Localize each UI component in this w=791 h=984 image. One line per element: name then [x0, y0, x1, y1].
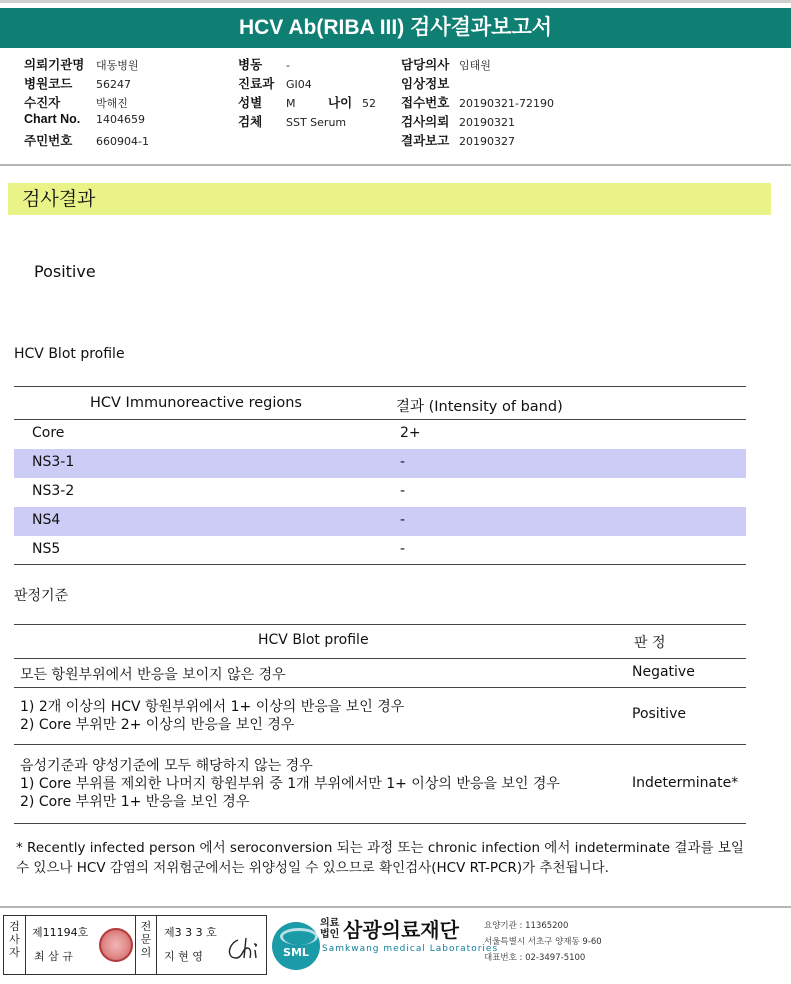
info-row	[401, 74, 554, 93]
info-value: GI04	[286, 78, 312, 91]
criteria-line: 2) Core 부위만 1+ 반응을 보인 경우	[20, 794, 250, 810]
info-row	[24, 112, 149, 131]
region-cell: NS3-1	[32, 454, 75, 470]
contact-line: 서울특별시 서초구 양재동 9-60	[484, 937, 602, 947]
region-cell: NS4	[32, 512, 61, 528]
table-header	[14, 386, 746, 420]
footnote	[16, 838, 756, 878]
info-label: 의뢰기관명	[24, 58, 85, 72]
blot-profile-title: HCV Blot profile	[14, 346, 125, 362]
info-value: SST Serum	[286, 116, 347, 129]
info-row	[401, 93, 554, 112]
info-label: 담당의사	[401, 58, 450, 72]
info-label: 병동	[238, 58, 263, 72]
criteria-header	[14, 625, 746, 659]
result-header: 검사결과	[8, 183, 771, 215]
info-value: 임태원	[459, 59, 491, 72]
info-label: 수진자	[24, 96, 61, 110]
region-cell: NS3-2	[32, 483, 75, 499]
patient-info-panel	[0, 48, 791, 166]
criteria-description	[20, 696, 404, 732]
intensity-cell: -	[400, 454, 406, 470]
criteria-row-negative	[14, 659, 746, 688]
criteria-row-indeterminate	[14, 745, 746, 824]
info-row	[24, 93, 149, 112]
report-title: HCV Ab(RIBA III) 검사결과보고서	[0, 8, 791, 48]
info-value: 56247	[96, 78, 131, 91]
specialist-label-text: 전문의	[140, 920, 152, 959]
info-value: -	[286, 59, 290, 72]
specialist-name: 지 현 영	[164, 950, 203, 963]
intensity-cell: -	[400, 483, 406, 499]
criteria-line: 2) Core 부위만 2+ 이상의 반응을 보인 경우	[20, 717, 295, 733]
info-row	[238, 93, 376, 112]
info-value: 대동병원	[96, 59, 139, 72]
region-cell: NS5	[32, 541, 61, 557]
info-label: 임상정보	[401, 77, 450, 91]
signature-box	[3, 915, 267, 975]
table-row	[14, 536, 746, 565]
criteria-line: 1) 2개 이상의 HCV 항원부위에서 1+ 이상의 반응을 보인 경우	[20, 699, 405, 715]
table-row	[14, 478, 746, 507]
info-row	[401, 112, 554, 131]
intensity-cell: -	[400, 512, 406, 528]
judgement-cell: Negative	[632, 664, 695, 680]
info-label: 병원코드	[24, 77, 73, 91]
column-header-profile: HCV Blot profile	[258, 632, 369, 648]
info-label: 결과보고	[401, 134, 450, 148]
report-footer	[0, 906, 791, 978]
contact-info	[484, 918, 602, 966]
info-value: M	[286, 97, 296, 110]
info-row	[24, 55, 149, 74]
criteria-line: 1) Core 부위를 제외한 나머지 항원부위 중 1개 부위에서만 1+ 이상의 반응을 보인 경우	[20, 776, 560, 792]
info-label: 성별	[238, 96, 263, 110]
contact-line: 요양기관 : 11365200	[484, 921, 569, 931]
table-row	[14, 507, 746, 536]
info-value: 박해진	[96, 97, 128, 110]
footnote-line: 수 있으나 HCV 감염의 저위험군에서는 위양성일 수 있으므로 확인검사(HCV RT-PCR)가 추천됩니다.	[16, 860, 609, 876]
sml-logo: SML	[272, 922, 320, 970]
criteria-line: 모든 항원부위에서 반응을 보이지 않은 경우	[20, 667, 286, 683]
info-row	[24, 131, 149, 150]
footnote-line: * Recently infected person 에서 seroconversion 되는 과정 또는 chronic infection 에서 indeterminate 결과를 보일	[16, 840, 744, 856]
info-row	[238, 55, 376, 74]
criteria-table	[14, 624, 746, 824]
specialist-signature	[224, 934, 262, 964]
contact-line: 대표번호 : 02-3497-5100	[484, 953, 586, 963]
info-row	[24, 74, 149, 93]
info-label: 접수번호	[401, 96, 450, 110]
region-cell: Core	[32, 425, 65, 441]
info-row	[401, 55, 554, 74]
specialist-license: 제3 3 3 호	[164, 926, 217, 939]
info-value: 660904-1	[96, 135, 149, 148]
info-row	[238, 112, 376, 131]
info-value: 20190321	[459, 116, 515, 129]
info-label: 주민번호	[24, 134, 73, 148]
info-label: 검체	[238, 115, 263, 129]
intensity-cell: -	[400, 541, 406, 557]
info-label: 진료과	[238, 77, 275, 91]
examiner-license: 제11194호	[32, 926, 89, 939]
criteria-title: 판정기준	[14, 588, 69, 604]
result-value: Positive	[34, 262, 96, 281]
specialist-label	[135, 916, 157, 974]
criteria-description	[20, 755, 560, 809]
column-header-judgement: 판 정	[634, 635, 666, 651]
info-row	[401, 131, 554, 150]
age-value: 52	[362, 97, 376, 110]
info-label: 검사의뢰	[401, 115, 450, 129]
table-row	[14, 449, 746, 478]
info-label: Chart No.	[24, 112, 81, 126]
examiner-name: 최 삼 규	[34, 950, 73, 963]
criteria-line: 음성기준과 양성기준에 모두 해당하지 않는 경우	[20, 758, 313, 774]
intensity-cell: 2+	[400, 425, 421, 441]
column-header-region: HCV Immunoreactive regions	[90, 395, 302, 411]
info-column-2	[238, 55, 376, 131]
blot-profile-table	[14, 386, 746, 565]
top-divider	[0, 0, 791, 3]
info-row	[238, 74, 376, 93]
examiner-label-text: 검사자	[9, 920, 20, 959]
examiner-label	[4, 916, 26, 974]
table-row	[14, 420, 746, 449]
criteria-description	[20, 664, 286, 682]
age-label: 나이	[328, 96, 353, 110]
info-value: 20190321-72190	[459, 97, 554, 110]
examiner-seal	[99, 928, 133, 962]
org-english-name: Samkwang medical Laboratories	[322, 944, 499, 954]
org-name: 삼광의료재단	[343, 920, 459, 942]
info-column-1	[24, 55, 149, 150]
column-header-intensity: 결과 (Intensity of band)	[396, 399, 563, 415]
judgement-cell: Positive	[632, 706, 686, 722]
criteria-row-positive	[14, 688, 746, 745]
info-column-3	[401, 55, 554, 150]
judgement-cell: Indeterminate*	[632, 775, 739, 791]
info-value: 1404659	[96, 113, 145, 126]
org-prefix: 의료법인	[320, 918, 340, 940]
info-value: 20190327	[459, 135, 515, 148]
